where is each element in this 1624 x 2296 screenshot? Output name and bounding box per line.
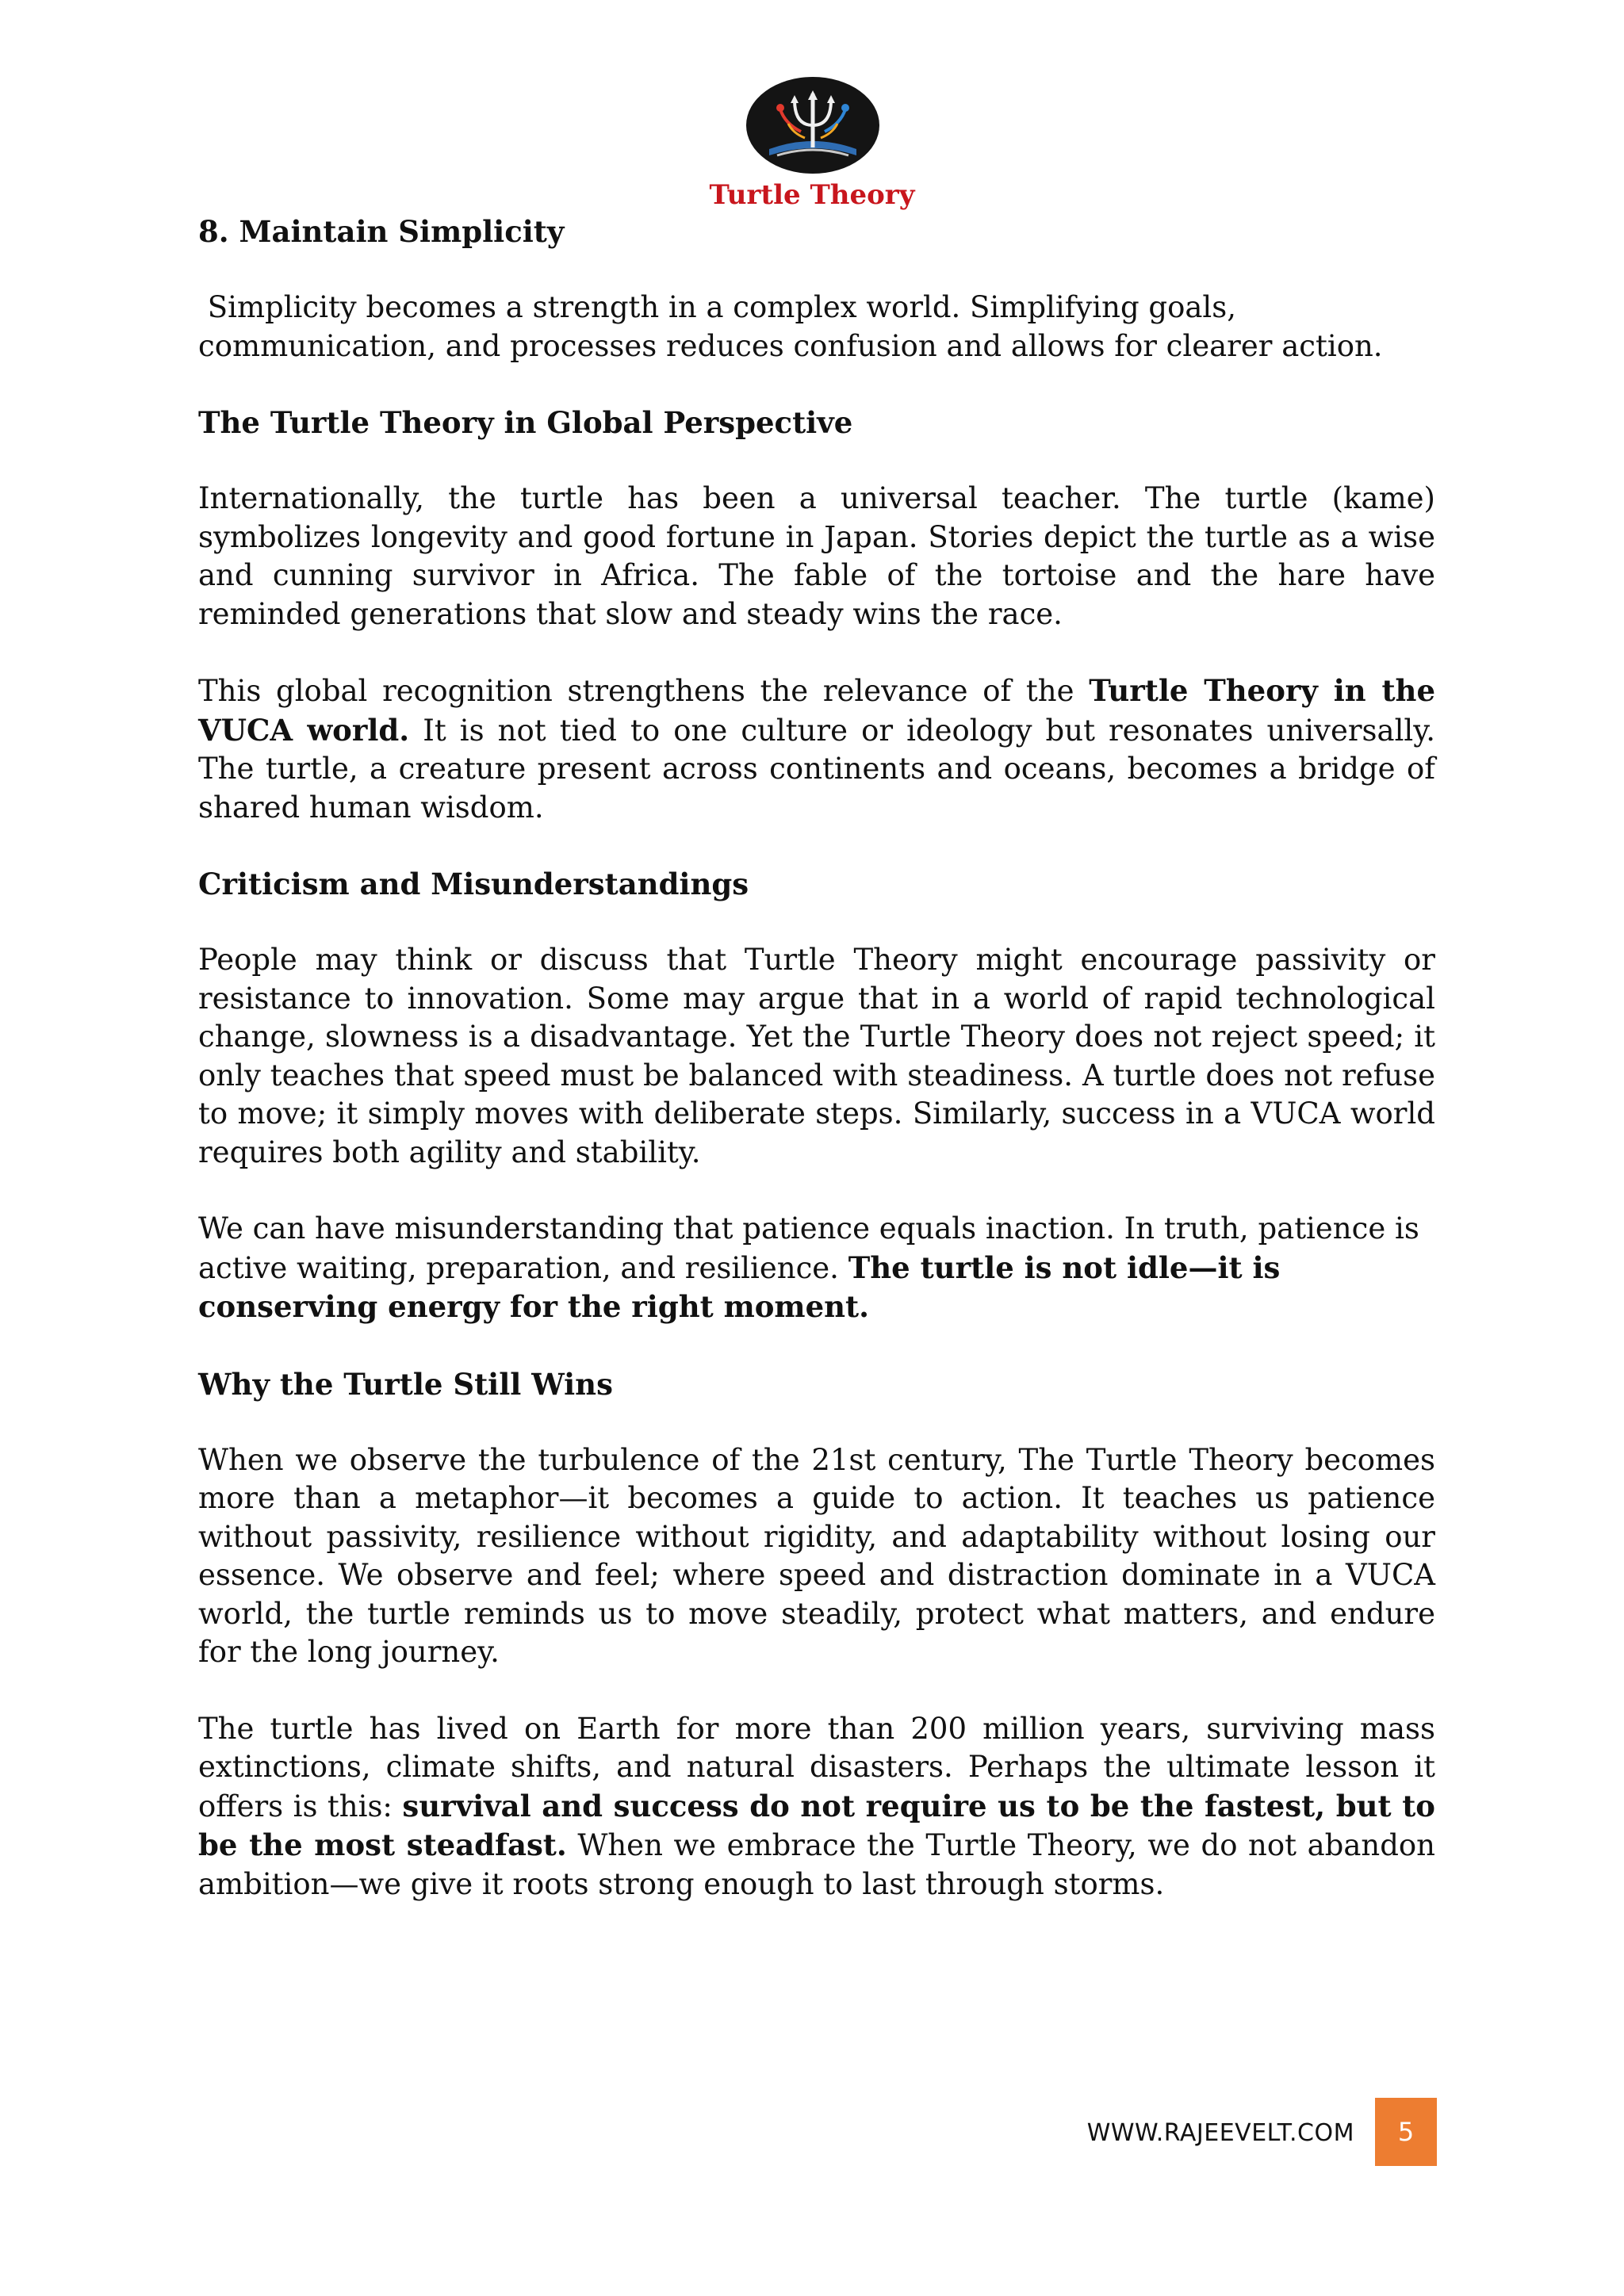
- text-run: We can have misunderstanding that patience equals inaction. In truth, patience is active waiting, preparation, and resilience.: [198, 1211, 1419, 1285]
- criticism-paragraph-1: People may think or discuss that Turtle Theory might encourage passivity or resistance to innovation. Some may argue that in a world of rapid technological change, slowness is a disadvantage. Yet the Turtle Theory does not reject speed; it only teaches that speed must be balanced with steadiness. A turtle does not refuse to move; it simply moves with deliberate steps. Similarly, success in a VUCA world requires both agility and stability.: [198, 943, 1435, 1169]
- section-heading-why-turtle-wins: Why the Turtle Still Wins: [198, 1366, 613, 1402]
- section-heading-global-perspective: The Turtle Theory in Global Perspective: [198, 405, 853, 440]
- bold-text-run: Turtle Theory in the VUCA world.: [198, 673, 1436, 748]
- global-paragraph-2: [198, 672, 1435, 827]
- bold-text-run: survival and success do not require us to be the fastest, but to be the most steadfast.: [198, 1788, 1435, 1862]
- bold-text-run: The turtle is not idle—it is conserving energy for the right moment.: [198, 1249, 1281, 1324]
- footer-website-url: WWW.RAJEEVELT.COM: [1086, 2119, 1354, 2147]
- wins-paragraph-2: [198, 1710, 1435, 1904]
- section-heading-criticism: Criticism and Misunderstandings: [198, 867, 749, 901]
- section-heading-maintain-simplicity: 8. Maintain Simplicity: [198, 214, 565, 249]
- page-number-badge: 5: [1375, 2098, 1437, 2166]
- header-title: Turtle Theory: [709, 179, 915, 211]
- trident-book-emblem-icon: [745, 76, 880, 175]
- text-run: The turtle has lived on Earth for more than 200 million years, surviving mass extinctions, climate shifts, and natural disasters. Perhaps the ultimate lesson it offers is this:: [198, 1711, 1435, 1823]
- text-run: When we embrace the Turtle Theory, we do not abandon ambition—we give it roots strong enough to last through storms.: [198, 1828, 1435, 1901]
- simplicity-paragraph: Simplicity becomes a strength in a complex world. Simplifying goals, communication, and processes reduces confusion and allows for clearer action.: [198, 290, 1383, 363]
- criticism-paragraph-2: [198, 1210, 1435, 1327]
- article-body: [198, 212, 1435, 1904]
- global-paragraph-1: Internationally, the turtle has been a universal teacher. The turtle (kame) symbolizes longevity and good fortune in Japan. Stories depict the turtle as a wise and cunning survivor in Africa. The fable of the tortoise and the hare have reminded generations that slow and steady wins the race.: [198, 481, 1435, 631]
- text-run: This global recognition strengthens the relevance of the: [198, 674, 1090, 708]
- text-run: It is not tied to one culture or ideology but resonates universally. The turtle, a creature present across continents and oceans, becomes a bridge of shared human wisdom.: [198, 713, 1435, 825]
- wins-paragraph-1: When we observe the turbulence of the 21st century, The Turtle Theory becomes more than a metaphor—it becomes a guide to action. It teaches us patience without passivity, resilience without rigidity, and adaptability without losing our essence. We observe and feel; where speed and distraction dominate in a VUCA world, the turtle reminds us to move steadily, protect what matters, and endure for the long journey.: [198, 1442, 1435, 1669]
